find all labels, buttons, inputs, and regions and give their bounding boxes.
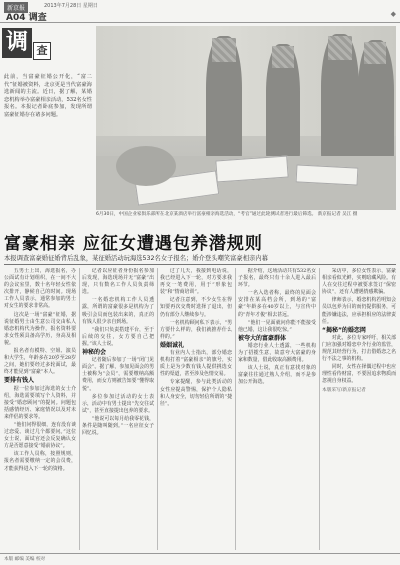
paragraph: 同时，女性在择偶过程中也应理性看待财富，不要因追求物质而忽视自身权益。	[322, 364, 396, 385]
paragraph: 专家提醒，参与此类活动的女性应提高警惕，保护个人隐私和人身安全，切勿轻信所谓的“捷径”。	[160, 379, 232, 407]
photo-blurred-face	[364, 42, 386, 64]
paragraph: 该工作人员称，按照规则，报名者需要缴纳一定的会员费，才能获得进入下一轮的资格。	[4, 451, 76, 472]
photo-caption: 6月30日，中国企业家俱乐部所在北京某酒店举行富豪相亲海选活动，“考官”通过此轮测试者进行最后筛选。 新京报记者 吴江 摄	[96, 212, 358, 217]
paragraph: 这次是一场“富豪”征婚，据说征婚男士由生意公司交由私人婚恋机构代为操作，报名资料要求女性须具备高学历，身高及相貌。	[4, 311, 76, 346]
section-kicker	[0, 26, 94, 66]
article-column-5	[322, 268, 396, 550]
paragraph: 婚恋行业人士透露，一些机构为了招揽生意，故意夸大富豪的身家和数量，借此收取高额费用。	[238, 342, 316, 364]
page-footer	[0, 553, 400, 565]
subsection-title: “揭秘”的婚恋网	[322, 326, 366, 334]
paragraph: 记者以应征者身份报名参加后发现，海选现场并无“富豪”出现，只有数名工作人员负责筛选。	[82, 268, 154, 296]
column-divider	[157, 268, 158, 550]
paragraph: 报名者有模特、空姐、演员和大学生，年龄多在20岁至28岁之间，她们要经过多轮面试，最终才能见到“富豪”本人。	[4, 348, 76, 376]
article-column-2	[82, 268, 154, 550]
section-label: A04 调查	[6, 13, 47, 23]
masthead-brand: 新京报	[4, 2, 28, 13]
paragraph: 据介绍，这场活动共有532名女子报名，最终只有十余人进入最后环节。	[238, 268, 316, 289]
column-divider	[235, 268, 236, 550]
masthead-mark-icon: ◆	[390, 10, 396, 18]
paragraph: 有业内人士指出，部分婚恋机构打着“富豪相亲”的旗号，实质上是为少数有钱人提供挑选女性的渠道，甚至涉及色情交易。	[160, 350, 232, 378]
masthead	[0, 0, 400, 23]
paragraph: 一名婚恋机构工作人员透露，所谓的富豪很多是机构为了吸引会员而包装出来的，真正的有钱人很少亲自到场。	[82, 297, 154, 325]
paragraph: 律师表示，婚恋机构若明知会员以包养为目的而仍提供服务，可能涉嫌违法，应承担相应的法律责任。	[322, 297, 396, 325]
footer-credits: 本版 邮编 美编 校对	[4, 557, 46, 562]
photo-hand	[116, 146, 176, 186]
subsection-title: 神秘的会	[82, 349, 107, 357]
lead-column: 此前，当富豪征婚公开化，“富二代”征婚被资料，北京更是当代富豪海选新闻的主流。近日，据了解，某婚恋机构举办富豪相亲活动，532名女性报名。本报记者卧底参加，发现所谓富豪征婚存在诸多问题。	[4, 74, 92, 118]
paragraph: “他们一见面就问你能不能接受他已婚，这让我很吃惊。”	[238, 319, 316, 333]
divider	[4, 264, 396, 265]
article-column-3	[160, 268, 232, 550]
paragraph: 记者注意到，不少女生在得知要再次交费时选择了退出，但仍有部分人继续参与。	[160, 297, 232, 318]
column-divider	[319, 268, 320, 550]
news-photo	[96, 26, 396, 210]
article-column-1	[4, 268, 76, 550]
photo-blurred-face	[328, 36, 352, 60]
subsection-title: 被夸大的富豪群体	[238, 334, 287, 342]
subsection-title: 婚姻诚礼	[160, 341, 185, 349]
kicker-char-2: 查	[33, 42, 51, 60]
paragraph: 对此，多位专家呼吁，相关部门应加强对婚恋中介行业的监管，规范其经营行为，打击借婚恋之名行不法之事的机构。	[322, 334, 396, 363]
paragraph: 据一位参加过海选的女士介绍，海选需要填写个人资料，并接受“婚恋顾问”的提问。问题包括感情经历、家庭情况以及对未来伴侣的要求等。	[4, 385, 76, 420]
paragraph: “他说可以每月给我零花钱，条件是随叫随到。”一名应征女子回忆说。	[82, 415, 154, 437]
paragraph: 过了几天，我接到电话说，我已经进入下一轮，对方要求我再交一笔费用，用于“形象包装”和“情商培训”。	[160, 268, 232, 296]
paragraph: 一名入选者称，最终的见面会安排在某高档会所，到场的“富豪”年龄多在40岁以上，与宣传中的“青年才俊”相去甚远。	[238, 290, 316, 318]
paragraph: “我们只负责搭建平台，至于后续的交往，女方要自己把握。”该人士说。	[82, 326, 154, 347]
column-divider	[79, 268, 80, 550]
paragraph: 采访中，多位女性表示，富豪相亲看似光鲜，实则暗藏风险。有人在交往过程中被要求签订“保密协议”，还有人遭遇情感欺骗。	[322, 268, 396, 296]
paragraph: 记者随后参加了一场“闭门见面会”。据了解，参加见面会的男士被称为“会员”，需要缴纳高额费用，而女方则被告知要“懂得取悦”。	[82, 357, 154, 392]
paragraph: “他们问得很细，连有没有谈过恋爱、谈过几个都要问。”这位女士说，面试官还会反复确认女方是否愿意接受“婚前协议”。	[4, 421, 76, 450]
subsection-title: 要排有钱人	[4, 377, 35, 385]
photo-blurred-face	[272, 46, 294, 68]
byline: 本版采写/新京报记者	[322, 387, 366, 393]
article-column-4	[238, 268, 316, 550]
photo-paper	[296, 164, 359, 185]
masthead-date: 2013年7月28日 星期日	[44, 3, 98, 9]
headline: 富豪相亲 应征女遭遇包养潜规则	[4, 234, 263, 254]
photo-blurred-face	[212, 38, 236, 62]
paragraph: 多位参加过活动的女士表示，活动中有男士提出“先交往试试”，甚至直接提出包养的要求。	[82, 393, 154, 414]
subheadline: 本报调查富豪婚征婚背后乱象，某征婚活动玩海选532名女子报名；婚介登头嘲笑富豪相亲内幕	[4, 255, 268, 262]
paragraph: 五男士上出，海选报名，办公面试有计划组织，在一间不大的会议室里，数十名年轻女性依次排开，静候自己的时间。现场工作人员表示，通常参加的男士对女生的要求非常高。	[4, 268, 76, 310]
kicker-char-1: 调	[2, 28, 32, 58]
paragraph: 一名机构顾问私下表示，“男方要什么样的，我们就推荐什么样的。”	[160, 319, 232, 340]
paragraph: 该人士说，真正有意找对象的富豪往往通过熟人介绍，而不是参加公开海选。	[238, 365, 316, 386]
